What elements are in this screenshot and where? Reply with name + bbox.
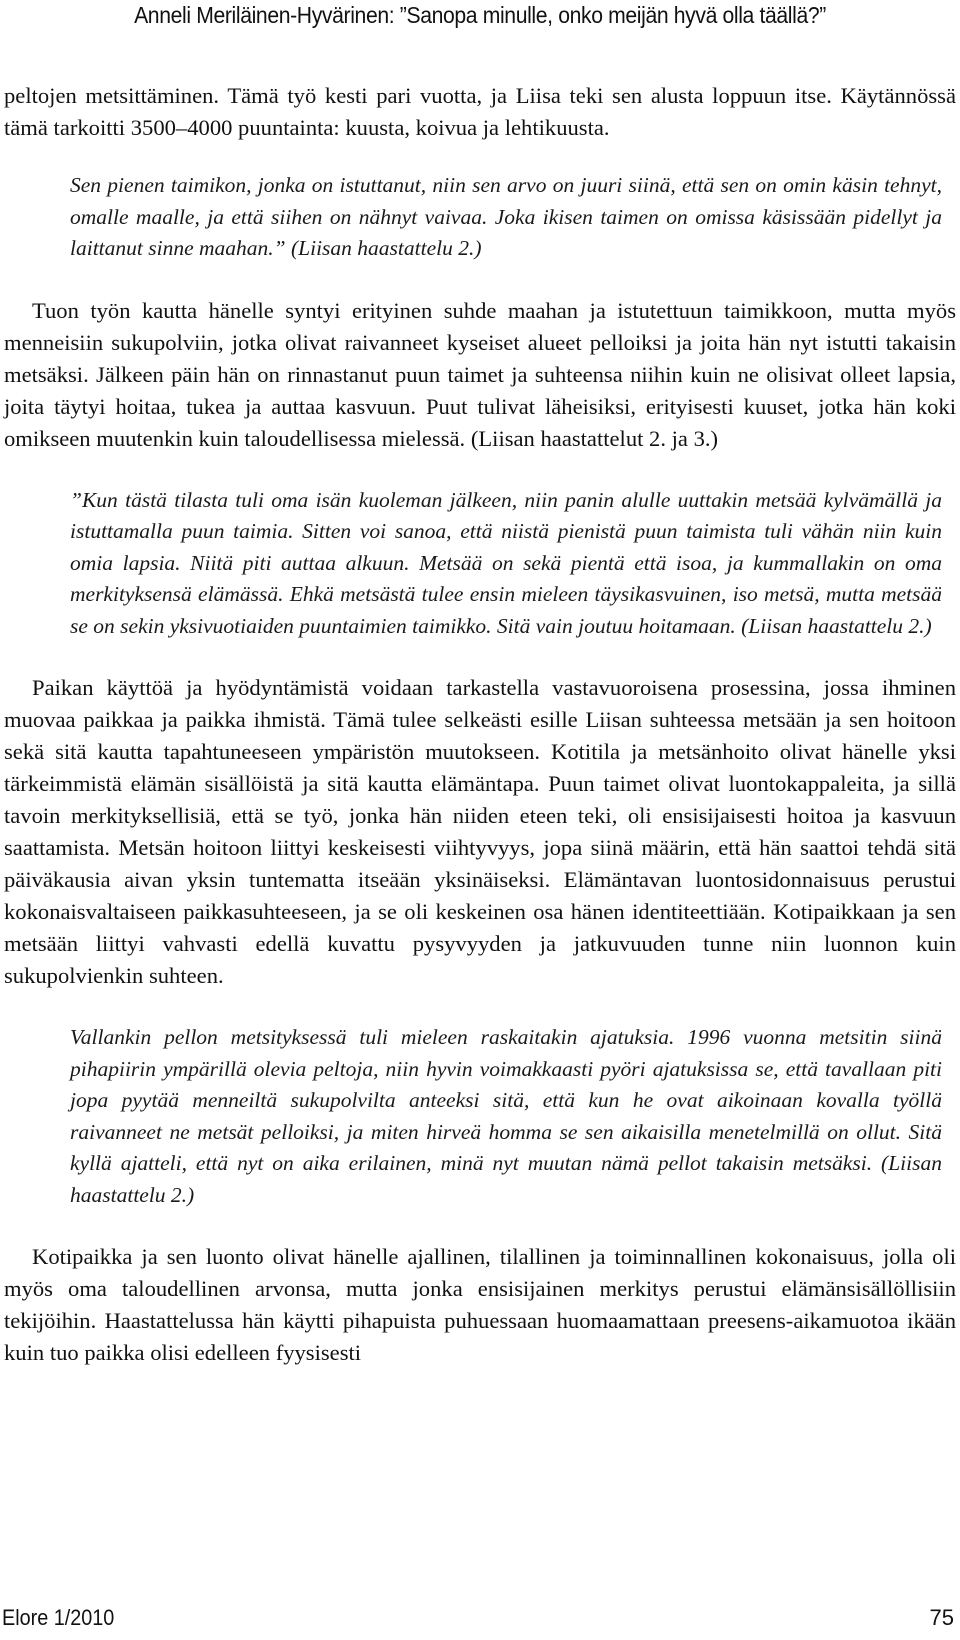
spacer xyxy=(4,1211,956,1241)
page-number: 75 xyxy=(929,1605,954,1630)
interview-quote-2: ”Kun tästä tilasta tuli oma isän kuoleman jälkeen, niin panin alulle uuttakin metsää kylvämällä ja istuttamalla puun taimia. Sitten voi sanoa, että niistä pienistä puun taimista tuli vähän niin kuin omia lapsia. Niitä piti auttaa alkuun. Metsää on sekä pientä että isoa, ja kummallakin on oma merkityksensä elämässä. Ehkä metsästä tulee ensin mieleen täysikasvuinen, iso metsä, mutta metsää se on sekin yksivuotiaiden puuntaimien taimikko. Sitä vain joutuu hoitamaan. (Liisan haastattelu 2.) xyxy=(70,487,942,638)
journal-issue: Elore 1/2010 xyxy=(2,1605,115,1630)
body-paragraph-2: Tuon työn kautta hänelle syntyi erityinen suhde maahan ja istutettuun taimikkoon, mutta myös menneisiin sukupolviin, jotka olivat raivanneet kyseiset alueet pelloiksi ja joita hän nyt istutti takaisin metsäksi. Jälkeen päin hän on rinnastanut puun taimet ja suhteensa niihin kuin ne olisivat olleet lapsia, joita täytyi hoitaa, tukea ja auttaa kasvuun. Puut tulivat läheisiksi, erityisesti kuuset, jotka hän koki omikseen muutenkin kuin taloudellisessa mielessä. (Liisan haastattelut 2. ja 3.) xyxy=(4,297,956,451)
running-head-title: Anneli Meriläinen-Hyvärinen: ”Sanopa minulle, onko meijän hyvä olla täällä?” xyxy=(134,2,826,28)
spacer xyxy=(4,455,956,485)
article-body xyxy=(4,80,956,1369)
spacer xyxy=(4,642,956,672)
body-paragraph-1: peltojen metsittäminen. Tämä työ kesti pari vuotta, ja Liisa teki sen alusta loppuun itse. Käytännössä tämä tarkoitti 3500–4000 puuntainta: kuusta, koivua ja lehtikuusta. xyxy=(4,83,956,140)
body-paragraph-3: Paikan käyttöä ja hyödyntämistä voidaan tarkastella vastavuoroisena prosessina, jossa ihminen muovaa paikkaa ja paikka ihmistä. Tämä tulee selkeästi esille Liisan suhteessa metsään ja sen hoitoon sekä sitä kautta tapahtuneeseen ympäristön muutokseen. Kotitila ja metsänhoito olivat hänelle yksi tärkeimmistä elämän sisällöistä ja sitä kautta elämäntapa. Puun taimet olivat luontokappaleita, ja sillä tavoin merkityksellisiä, että se työ, jonka hän niiden eteen teki, oli ensisijaisesti hoitoa ja kasvuun saattamista. Metsän hoitoon liittyi keskeisesti viihtyvyys, jopa siinä määrin, että hän saattoi tehdä sitä päiväkausia aivan yksin tuntematta itseään yksinäiseksi. Elämäntavan luontosidonnaisuus perustui kokonaisvaltaiseen paikkasuhteeseen, ja se oli keskeinen osa hänen identiteettiään. Kotipaikkaan ja sen metsään liittyi vahvasti edellä kuvattu pysyvyyden ja jatkuvuuden tunne niin luonnon kuin sukupolvienkin suhteen. xyxy=(4,675,956,988)
interview-quote-1: Sen pienen taimikon, jonka on istuttanut, niin sen arvo on juuri siinä, että sen on omin käsin tehnyt, omalle maalle, ja että siihen on nähnyt vaivaa. Joka ikisen taimen on omissa käsissään pidellyt ja laittanut sinne maahan.” (Liisan haastattelu 2.) xyxy=(70,173,942,260)
body-paragraph-4: Kotipaikka ja sen luonto olivat hänelle ajallinen, tilallinen ja toiminnallinen kokonaisuus, jolla oli myös oma taloudellinen arvonsa, mutta jonka ensisijainen merkitys perustui elämänsisällöllisiin tekijöihin. Haastattelussa hän käytti pihapuista puhuessaan huomaamattaan preesens-aikamuotoa ikään kuin tuo paikka olisi edelleen fyysisesti xyxy=(4,1244,956,1365)
spacer xyxy=(4,265,956,295)
spacer xyxy=(4,144,956,170)
interview-quote-3: Vallankin pellon metsityksessä tuli mieleen raskaitakin ajatuksia. 1996 vuonna metsitin siinä pihapiirin ympärillä olevia peltoja, niin hyvin voimakkaasti pyöri ajatuksissa se, että tavallaan piti jopa pyytää menneiltä sukupolvilta anteeksi sitä, että kun he ovat aikoinaan kovalla työllä raivanneet ne metsät pelloiksi, ja miten hirveä homma se sen aikaisilla menetelmillä on ollut. Sitä kyllä ajatteli, että nyt on aika erilainen, minä nyt muutan nämä pellot takaisin metsäksi. (Liisan haastattelu 2.) xyxy=(70,1025,942,1207)
spacer xyxy=(4,992,956,1022)
